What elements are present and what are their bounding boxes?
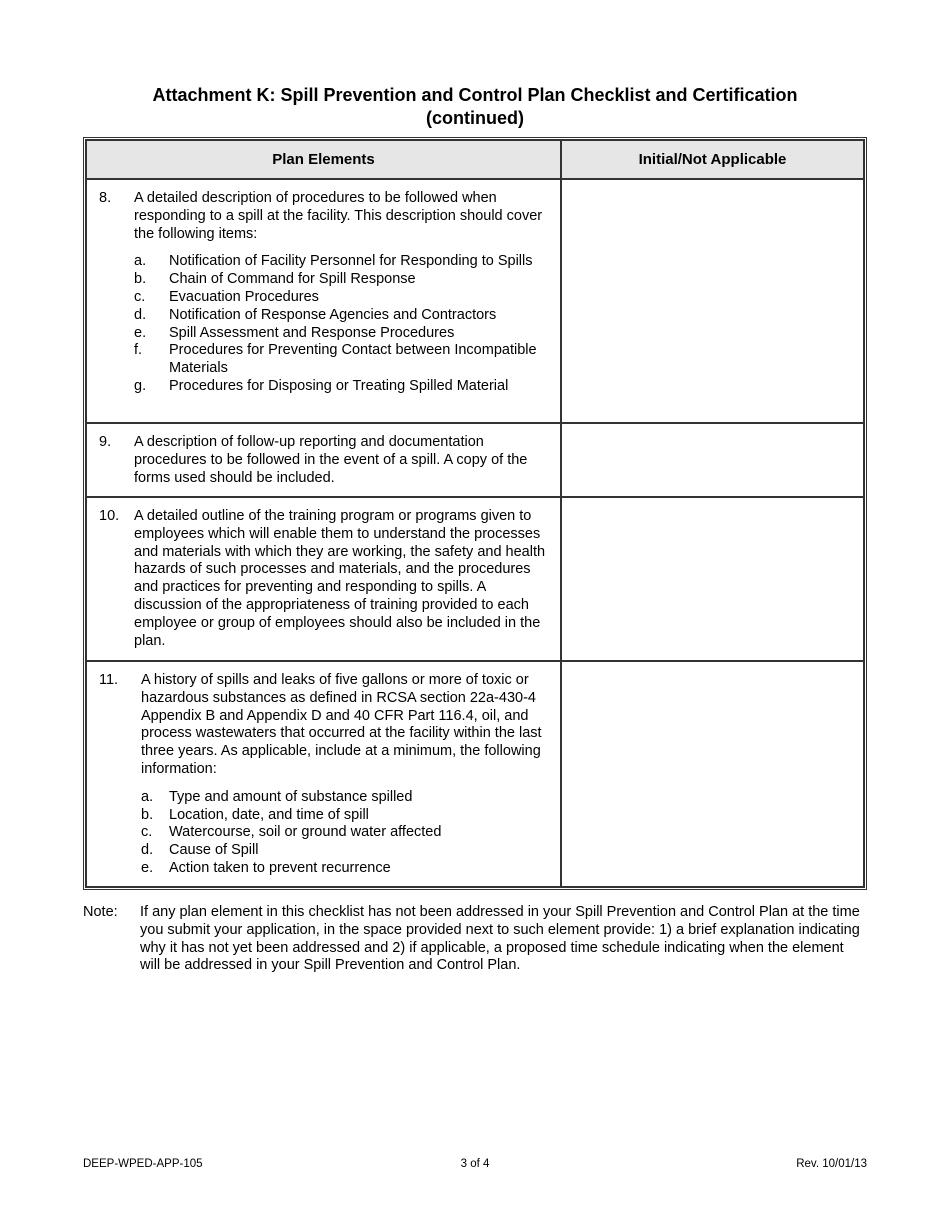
item-text: A detailed description of procedures to be followed when responding to a spill at the facility. This description should cover the following items: <box>134 190 543 242</box>
revision-date: Rev. 10/01/13 <box>796 1158 867 1170</box>
note-text: If any plan element in this checklist has not been addressed in your Spill Prevention and Control Plan at the time you submit your application, in the space provided next to such element provide: 1) a brief explanation indicating why it has not yet been addressed and 2) if applicable, a proposed time schedule indicating when the element will be addressed in your Spill Prevention and Control Plan. <box>140 904 860 974</box>
list-item: d. Notification of Response Agencies and Contractors <box>134 306 497 323</box>
list-item: c. Evacuation Procedures <box>134 288 319 305</box>
header-initial-not-applicable: Initial/Not Applicable <box>561 140 864 179</box>
plan-element-cell <box>86 423 561 497</box>
initial-field[interactable] <box>561 497 864 661</box>
list-item: c. Watercourse, soil or ground water affected <box>141 824 442 841</box>
page-title <box>83 84 867 130</box>
plan-checklist-table <box>83 137 867 890</box>
item-number: 9. <box>99 434 112 450</box>
page-footer <box>83 1158 867 1170</box>
item-text: A history of spills and leaks of five gallons or more of toxic or hazardous substances as defined in RCSA section 22a-430-4 Appendix B and Appendix D and 40 CFR Part 116.4, oil, and process wastewaters that occurred at the facility within the last three years. As applicable, include at a minimum, the following information: <box>141 672 542 777</box>
table-row <box>86 661 864 887</box>
title-line-2: (continued) <box>426 108 524 128</box>
list-item: a. Notification of Facility Personnel for Responding to Spills <box>134 253 533 270</box>
page-number: 3 of 4 <box>460 1158 490 1170</box>
sub-item-list <box>99 253 550 395</box>
table-row <box>86 423 864 497</box>
plan-element-cell <box>86 661 561 887</box>
item-text: A detailed outline of the training program or programs given to employees which will enable them to understand the processes and materials with which they are working, the safety and health hazards of such processes and materials, and the procedures and practices for preventing and responding to spills. A discussion of the appropriateness of training provided to each employee or group of employees should also be included in the plan. <box>134 508 546 649</box>
plan-element-cell <box>86 497 561 661</box>
item-number: 10. <box>99 508 120 524</box>
list-item: d. Cause of Spill <box>141 842 259 859</box>
item-number: 11. <box>99 672 119 688</box>
table-header-row <box>86 140 864 179</box>
header-plan-elements: Plan Elements <box>86 140 561 179</box>
list-item: b. Chain of Command for Spill Response <box>134 271 416 288</box>
title-line-1: Attachment K: Spill Prevention and Control Plan Checklist and Certification <box>152 85 798 105</box>
list-item: b. Location, date, and time of spill <box>141 806 369 823</box>
note-section <box>83 904 867 975</box>
plan-element-cell <box>86 179 561 423</box>
list-item: e. Spill Assessment and Response Procedures <box>134 324 455 341</box>
list-item: g. Procedures for Disposing or Treating Spilled Material <box>134 377 509 394</box>
list-item: a. Type and amount of substance spilled <box>141 788 413 805</box>
table-row <box>86 497 864 661</box>
list-item: f. Procedures for Preventing Contact between Incompatible Materials <box>134 342 537 377</box>
table-row <box>86 179 864 423</box>
form-id: DEEP-WPED-APP-105 <box>83 1158 203 1170</box>
initial-field[interactable] <box>561 423 864 497</box>
item-text: A description of follow-up reporting and documentation procedures to be followed in the event of a spill. A copy of the forms used should be included. <box>134 434 528 486</box>
item-number: 8. <box>99 190 112 206</box>
initial-field[interactable] <box>561 661 864 887</box>
list-item: e. Action taken to prevent recurrence <box>141 859 391 876</box>
sub-item-list <box>99 789 550 878</box>
initial-field[interactable] <box>561 179 864 423</box>
note-label: Note: <box>83 904 118 920</box>
